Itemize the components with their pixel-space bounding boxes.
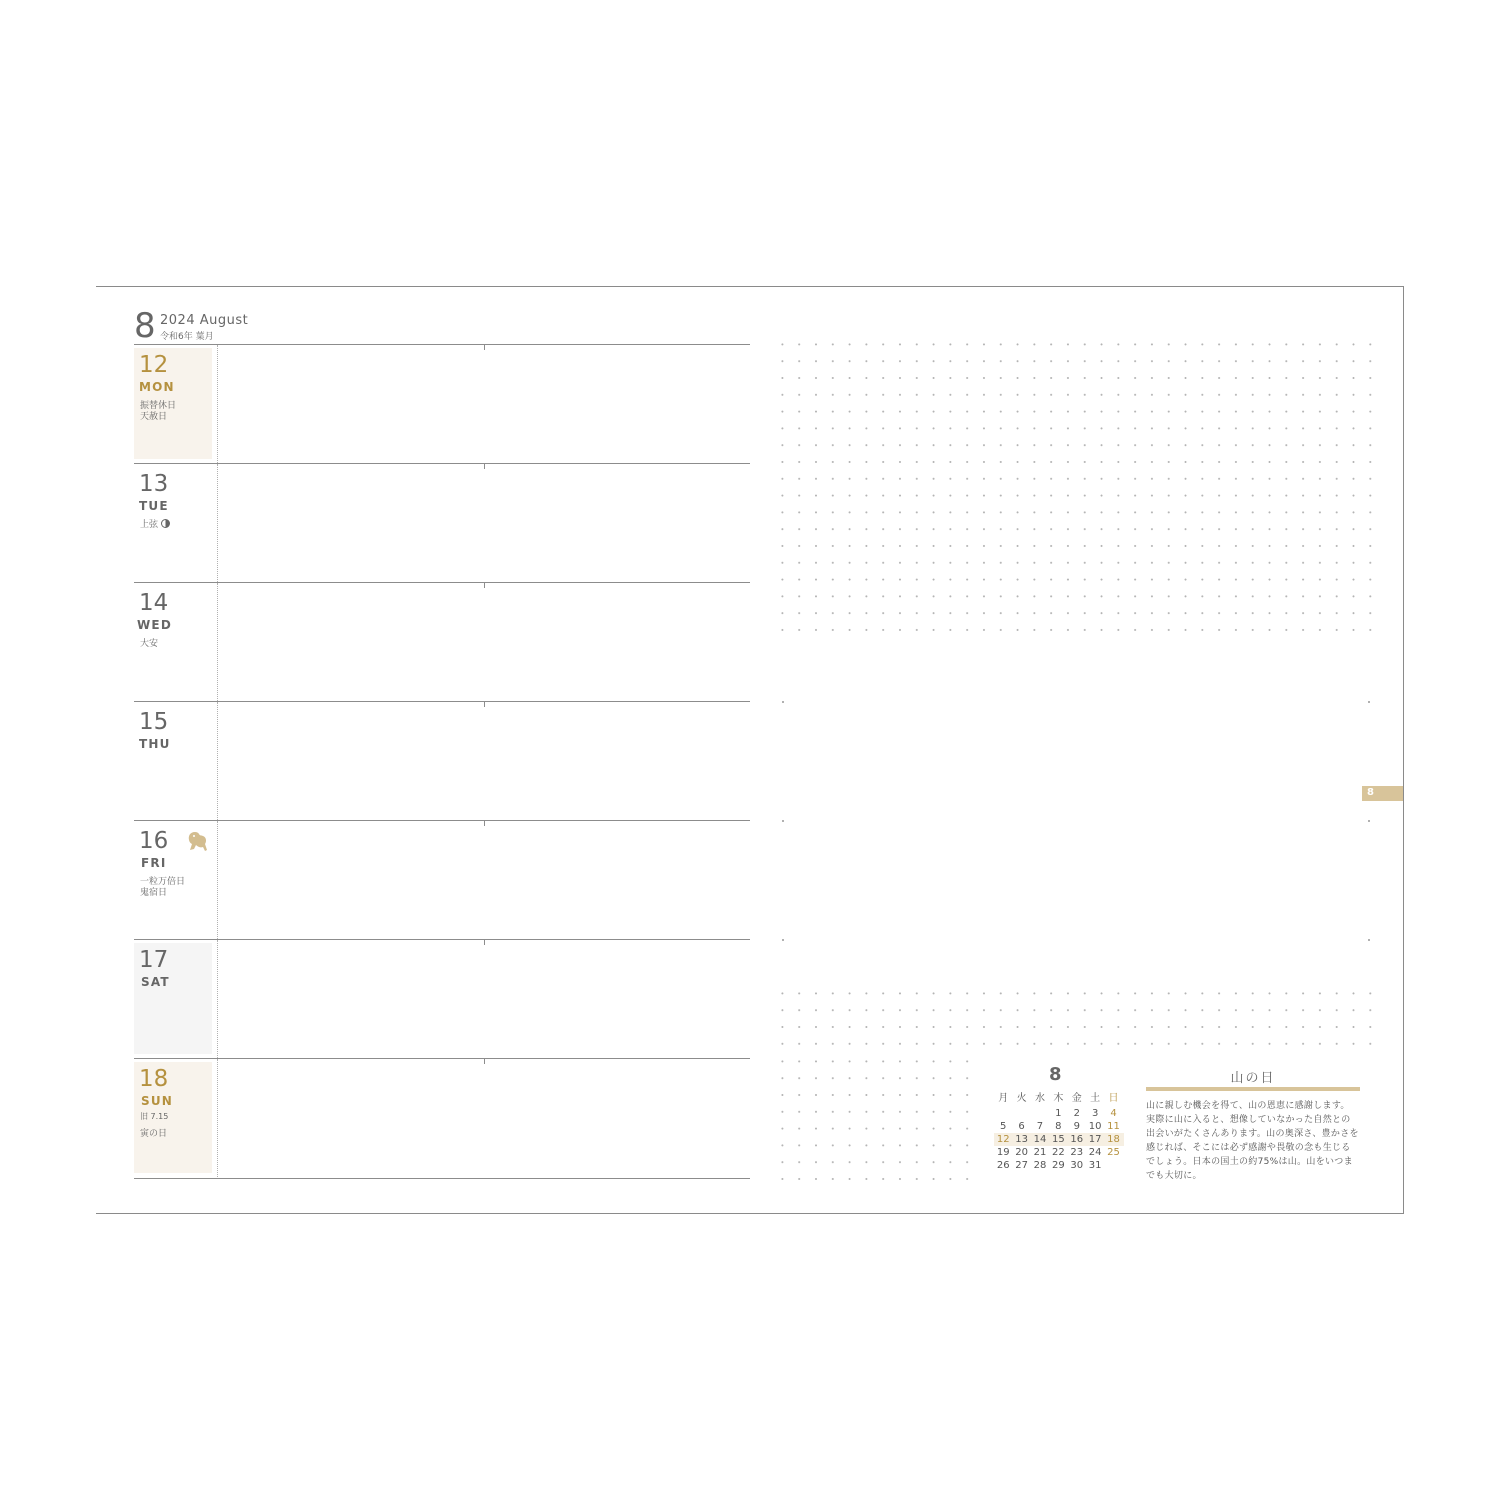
day-number: 16 bbox=[139, 828, 169, 854]
weekday-label: WED bbox=[137, 618, 172, 632]
day-divider bbox=[217, 702, 218, 820]
day-note: 上弦 bbox=[140, 520, 159, 530]
weekday-header: 月 bbox=[998, 1093, 1009, 1104]
day-note: 振替休日 bbox=[140, 401, 177, 411]
mini-calendar-week bbox=[994, 1120, 1124, 1133]
day-row-18[interactable] bbox=[134, 1058, 750, 1179]
month-subtitle: 令和6年 葉月 bbox=[160, 332, 214, 342]
mini-calendar bbox=[994, 1092, 1124, 1172]
dot-grid-lower-left[interactable] bbox=[774, 1053, 976, 1187]
calendar-day: 27 bbox=[1015, 1160, 1028, 1171]
weekday-label: MON bbox=[139, 380, 175, 394]
weekday-header: 水 bbox=[1034, 1093, 1045, 1104]
guide-dot bbox=[1368, 939, 1370, 941]
calendar-day: 5 bbox=[1000, 1121, 1007, 1132]
holiday-note-underline bbox=[1146, 1087, 1360, 1091]
holiday-note-line: 出会いがたくさんあります。山の奥深さ、豊かさを bbox=[1146, 1129, 1359, 1139]
calendar-day: 8 bbox=[1055, 1121, 1062, 1132]
mini-calendar-month: 8 bbox=[1049, 1064, 1062, 1085]
lunar-date: 旧 7.15 bbox=[140, 1112, 169, 1121]
calendar-day: 31 bbox=[1088, 1160, 1102, 1171]
calendar-day: 22 bbox=[1052, 1147, 1065, 1158]
mini-calendar-weekdays bbox=[994, 1092, 1124, 1105]
day-number: 17 bbox=[139, 947, 169, 973]
weekday-label: SUN bbox=[141, 1094, 174, 1108]
holiday-note-body bbox=[1146, 1099, 1370, 1183]
mini-calendar-week bbox=[994, 1146, 1124, 1159]
day-center-tick bbox=[484, 1059, 485, 1064]
day-center-tick bbox=[484, 702, 485, 707]
weekday-label: THU bbox=[139, 737, 171, 751]
calendar-day: 23 bbox=[1070, 1147, 1084, 1158]
weekday-header: 土 bbox=[1090, 1093, 1101, 1104]
day-row-14[interactable] bbox=[134, 582, 750, 702]
guide-dot bbox=[782, 939, 784, 941]
calendar-day: 1 bbox=[1055, 1108, 1062, 1119]
first-quarter-moon-icon bbox=[161, 519, 170, 528]
day-row-13[interactable] bbox=[134, 463, 750, 583]
calendar-day: 20 bbox=[1015, 1147, 1028, 1158]
day-note-secondary: 寅の日 bbox=[140, 1129, 168, 1139]
guide-dot bbox=[1368, 701, 1370, 703]
calendar-day: 29 bbox=[1052, 1160, 1065, 1171]
day-note-secondary: 鬼宿日 bbox=[140, 888, 168, 898]
calendar-day: 9 bbox=[1073, 1121, 1080, 1132]
weekday-header: 金 bbox=[1071, 1093, 1082, 1104]
dot-grid-upper[interactable] bbox=[774, 336, 1379, 639]
calendar-day: 6 bbox=[1018, 1121, 1025, 1132]
holiday-note-title: 山の日 bbox=[1230, 1071, 1276, 1086]
month-tab-label: 8 bbox=[1367, 787, 1374, 798]
day-number: 13 bbox=[139, 471, 169, 497]
day-number: 14 bbox=[139, 590, 169, 616]
calendar-day: 2 bbox=[1073, 1108, 1080, 1119]
day-row-12[interactable] bbox=[134, 344, 750, 464]
day-number: 15 bbox=[139, 709, 169, 735]
calendar-day: 7 bbox=[1036, 1121, 1044, 1132]
calendar-day: 26 bbox=[996, 1160, 1010, 1171]
calendar-day: 14 bbox=[1033, 1134, 1047, 1145]
calendar-day: 21 bbox=[1033, 1147, 1047, 1158]
day-note: 大安 bbox=[140, 639, 159, 649]
calendar-day: 28 bbox=[1033, 1160, 1047, 1171]
holiday-note-line: 山に親しむ機会を得て、山の恩恵に感謝します。 bbox=[1146, 1101, 1350, 1111]
calendar-day: 16 bbox=[1070, 1134, 1084, 1145]
weekday-label: FRI bbox=[141, 856, 167, 870]
calendar-day: 4 bbox=[1110, 1108, 1117, 1119]
calendar-day: 19 bbox=[996, 1147, 1010, 1158]
calendar-day: 12 bbox=[996, 1134, 1010, 1145]
calendar-day: 15 bbox=[1052, 1134, 1065, 1145]
calendar-day: 10 bbox=[1088, 1121, 1102, 1132]
day-divider bbox=[217, 464, 218, 582]
weekday-header: 木 bbox=[1053, 1093, 1064, 1104]
calendar-day bbox=[994, 1107, 1012, 1120]
calendar-day: 24 bbox=[1088, 1147, 1102, 1158]
day-center-tick bbox=[484, 583, 485, 588]
mini-calendar-current-week bbox=[994, 1133, 1124, 1146]
frog-icon bbox=[186, 829, 208, 853]
calendar-day: 17 bbox=[1088, 1134, 1102, 1145]
day-center-tick bbox=[484, 345, 485, 350]
weekday-header: 火 bbox=[1016, 1093, 1027, 1104]
calendar-day bbox=[1104, 1159, 1122, 1172]
month-title: 2024 August bbox=[160, 313, 249, 328]
day-row-15[interactable] bbox=[134, 701, 750, 821]
day-center-tick bbox=[484, 464, 485, 469]
calendar-day bbox=[1012, 1107, 1030, 1120]
holiday-note-line: でも大切に。 bbox=[1146, 1171, 1202, 1181]
month-index-tab[interactable] bbox=[1362, 786, 1403, 801]
weekday-label: SAT bbox=[141, 975, 170, 989]
day-divider bbox=[217, 583, 218, 701]
day-note-secondary: 天赦日 bbox=[140, 412, 168, 422]
calendar-day: 30 bbox=[1070, 1160, 1084, 1171]
day-center-tick bbox=[484, 821, 485, 826]
guide-dot bbox=[782, 820, 784, 822]
holiday-note-line: 実際に山に入ると、想像していなかった自然との bbox=[1146, 1115, 1351, 1125]
calendar-day: 13 bbox=[1015, 1134, 1028, 1145]
mini-calendar-week bbox=[994, 1107, 1124, 1120]
day-number: 18 bbox=[139, 1066, 169, 1092]
holiday-note-line: 感じれば、そこには必ず感謝や畏敬の念も生じる bbox=[1146, 1143, 1351, 1153]
dot-grid-lower[interactable] bbox=[774, 985, 1379, 1053]
day-divider bbox=[217, 1059, 218, 1177]
mini-calendar-week bbox=[994, 1159, 1124, 1172]
calendar-day: 11 bbox=[1107, 1121, 1120, 1132]
month-number: 8 bbox=[134, 306, 156, 346]
day-center-tick bbox=[484, 940, 485, 945]
calendar-day bbox=[1031, 1107, 1049, 1120]
guide-dot bbox=[1368, 820, 1370, 822]
weekday-label: TUE bbox=[139, 499, 169, 513]
day-row-17[interactable] bbox=[134, 939, 750, 1059]
day-note: 一粒万倍日 bbox=[140, 877, 186, 887]
day-divider bbox=[217, 940, 218, 1058]
holiday-note-line: でしょう。日本の国土の約75%は山。山をいつま bbox=[1146, 1157, 1353, 1167]
calendar-day: 25 bbox=[1107, 1147, 1120, 1158]
calendar-day: 18 bbox=[1107, 1134, 1120, 1145]
calendar-day: 3 bbox=[1091, 1108, 1099, 1119]
day-divider bbox=[217, 345, 218, 463]
day-number: 12 bbox=[139, 352, 169, 378]
weekday-header: 日 bbox=[1108, 1093, 1119, 1104]
day-row-16[interactable] bbox=[134, 820, 750, 940]
day-note-wrap bbox=[140, 517, 170, 530]
day-divider bbox=[217, 821, 218, 939]
guide-dot bbox=[782, 701, 784, 703]
